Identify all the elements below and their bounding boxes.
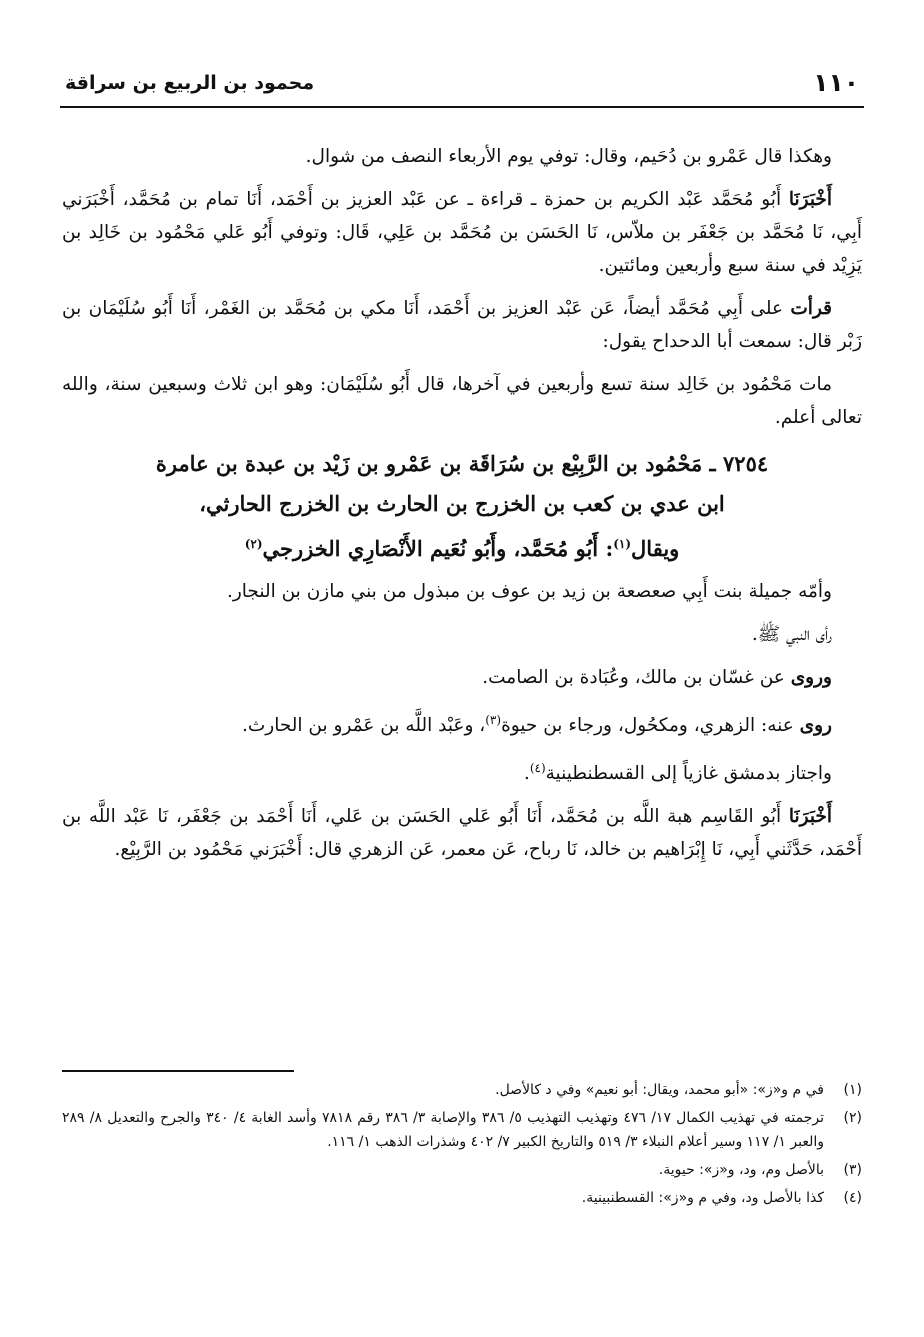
footnote-number: (٤) (843, 1190, 862, 1206)
entry-heading-line: ابن عدي بن كعب بن الخزرج بن الحارث بن الخزرج الحارثي، (199, 491, 725, 516)
footnote (62, 1186, 862, 1210)
paragraph (62, 800, 862, 866)
keyword: أَخْبَرَنَا (788, 189, 832, 210)
footnote-text: كذا بالأصل ود، وفي م و«ز»: القسطنبينية. (581, 1190, 824, 1206)
entry-heading-line: ٧٢٥٤ ـ مَحْمُود بن الرَّبِيْع بن سُرَاقَة بن عَمْرو بن زَيْد بن عبدة بن عامرة (155, 451, 769, 476)
footnote-ref: (٢) (244, 537, 263, 551)
footnote-text: بالأصل وم، ود، و«ز»: حيوية. (658, 1162, 824, 1178)
paragraph-text: أَبُو مُحَمَّد عَبْد الكريم بن حمزة ـ قراءة ـ عن عَبْد العزيز بن أَحْمَد، أَنَا تمام بن مُحَمَّد، أَخْبَرَني أَبِي، نَا مُحَمَّد بن جَعْفَر بن ملاّس، نَا الحَسَن بن مُحَمَّد بن عَلِي، قَال: وتوفي أَبُو عَلي مَحْمُود بن خَالِد بن يَزِيْد في سنة سبع وأربعين ومائتين. (62, 189, 862, 276)
footnote-text: ترجمته في تهذيب الكمال ١٧/ ٤٧٦ وتهذيب التهذيب ٥/ ٣٨٦ والإصابة ٣/ ٣٨٦ رقم ٧٨١٨ وأسد الغابة ٤/ ٣٤٠ والجرح والتعديل ٨/ ٢٨٩ والعبر ١/ ١١٧ وسير أعلام النبلاء ٣/ ٥١٩ والتاريخ الكبير ٧/ ٤٠٢ وشذرات الذهب ١/ ١١٦. (62, 1110, 824, 1150)
keyword: أَخْبَرَنَا (788, 806, 832, 828)
footnote-ref: (٤) (529, 761, 546, 776)
paragraph-text: عن غسّان بن مالك، وعُبَادة بن الصامت. (482, 667, 791, 688)
footnote-ref: (٣) (485, 713, 502, 727)
paragraph-text: ، وعَبْد اللَّه بن عَمْرو بن الحارث. (241, 715, 486, 737)
paragraph (62, 292, 862, 358)
footnote-ref: (١) (613, 537, 632, 551)
paragraph (62, 575, 862, 608)
paragraph-text: مات مَحْمُود بن خَالِد سنة تسع وأربعين في آخرها، قال أَبُو سُلَيْمَان: وهو ابن ثلاث وسبعين سنة، والله تعالى أعلم. (62, 374, 862, 428)
paragraph (62, 140, 862, 173)
paragraph-text: واجتاز بدمشق غازياً إلى القسطنطينية (545, 763, 832, 785)
paragraph-text: على أَبِي مُحَمَّد أيضاً، عَن عَبْد العزيز بن أَحْمَد، أَنَا مكي بن مُحَمَّد بن الغَمْر، أَنَا أَبُو سُلَيْمَان بن زَبْر قال: سمعت أبا الدحداح يقول: (62, 298, 862, 352)
keyword: وروى (790, 667, 832, 688)
header-rule (60, 106, 864, 108)
entry-text: ويقال (631, 536, 680, 561)
paragraph (62, 618, 862, 651)
keyword: روى (799, 715, 832, 737)
footnote-number: (١) (843, 1082, 862, 1098)
paragraph-text: رأى النبي ﷺ. (751, 624, 832, 645)
footnote (62, 1158, 862, 1182)
entry-heading (62, 444, 862, 569)
paragraph (62, 752, 862, 790)
footnote-number: (٣) (843, 1162, 862, 1178)
footnote (62, 1078, 862, 1102)
paragraph-text: عنه: الزهري، ومكحُول، ورجاء بن حيوة (501, 715, 800, 737)
paragraph-text: وهكذا قال عَمْرو بن دُحَيم، وقال: توفي يوم الأربعاء النصف من شوال. (305, 146, 832, 167)
entry-text: : أَبُو مُحَمَّد، وأَبُو نُعَيم الأَنْصَارِي الخزرجي (262, 536, 614, 561)
main-text (62, 140, 862, 876)
paragraph (62, 368, 862, 434)
footnote-text: في م و«ز»: «أبو محمد، ويقال: أبو نعيم» وفي د كالأصل. (495, 1082, 824, 1098)
keyword: قرأت (790, 298, 832, 319)
footnotes (62, 1078, 862, 1214)
footnote-number: (٢) (843, 1110, 862, 1126)
entry-heading-line (62, 524, 862, 569)
paragraph-text: أَبُو القَاسِم هبة اللَّه بن مُحَمَّد، أَنَا أَبُو عَلي الحَسَن بن عَلي، أَنَا أَحْمَد بن جَعْفَر، نَا عَبْد اللَّه بن أَحْمَد، حَدَّثَني أَبِي، نَا إِبْرَاهيم بن خالد، نَا رباح، عَن معمر، عَن الزهري قال: أَخْبَرَني مَحْمُود بن الرَّبِيْع. (62, 806, 862, 861)
paragraph-text: . (523, 763, 530, 785)
paragraph-text: وأمّه جميلة بنت أَبِي صعصعة بن زيد بن عوف بن مبذول من بني مازن بن النجار. (226, 581, 832, 602)
paragraph (62, 661, 862, 694)
footnote (62, 1106, 862, 1154)
running-title: محمود بن الربيع بن سراقة (65, 72, 315, 94)
paragraph (62, 183, 862, 282)
page-number: ١١٠ (813, 68, 859, 97)
footnote-rule (62, 1070, 294, 1072)
paragraph (62, 704, 862, 742)
